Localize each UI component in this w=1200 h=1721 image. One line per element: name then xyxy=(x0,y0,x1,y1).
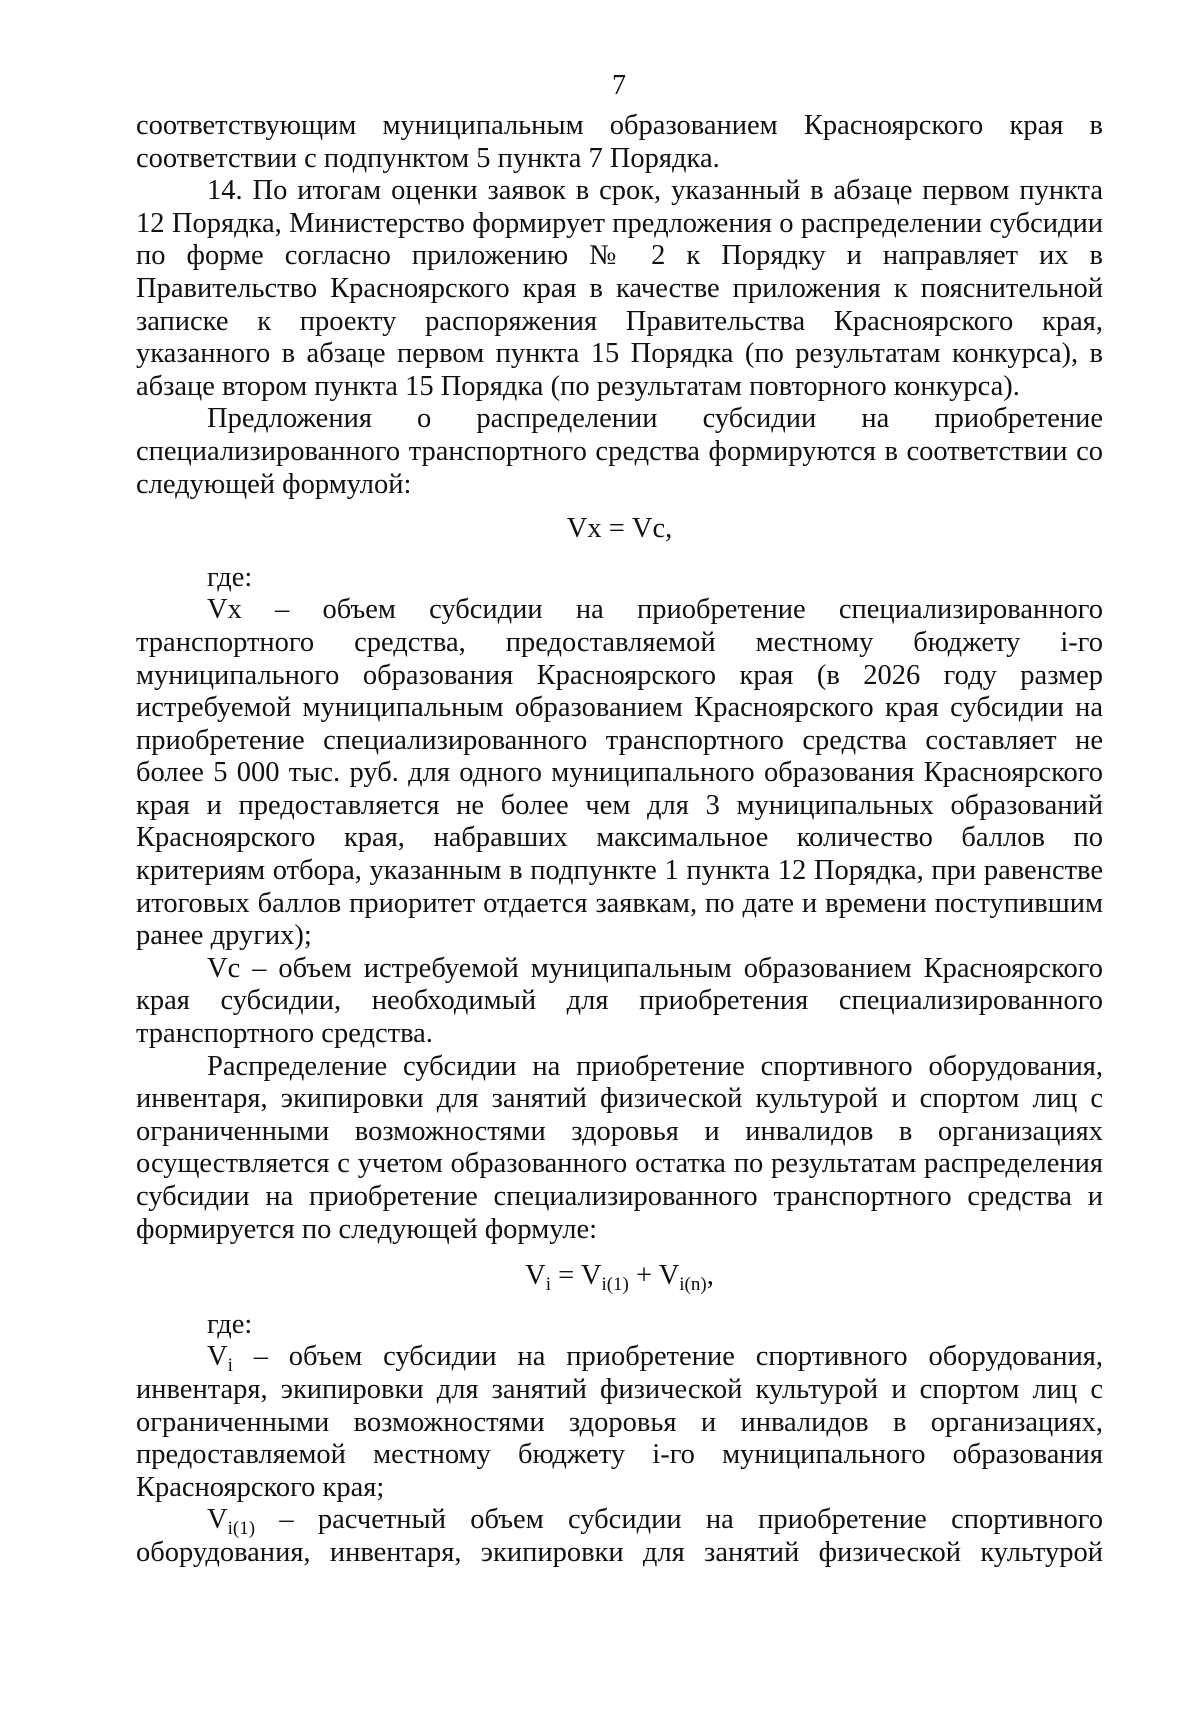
vc-definition: Vс – объем истребуемой муниципальным образованием Красноярского края субсидии, необходимый для приобретения специализированного транспортного средства. xyxy=(136,952,1103,1050)
proposals-paragraph: Предложения о распределении субсидии на приобретение специализированного транспортного средства формируются в соответствии со следующей формулой: xyxy=(136,403,1103,500)
formula-vi xyxy=(136,1260,1103,1296)
formula-vi-eq: = xyxy=(551,1260,581,1292)
continuation-paragraph: соответствующим муниципальным образованием Красноярского края в соответствии с подпунктом 5 пункта 7 Порядка. xyxy=(136,110,1103,174)
formula-vi1-sub: i(1) xyxy=(601,1274,629,1296)
formula-vin-symbol: V xyxy=(658,1260,680,1292)
vi-sub: i xyxy=(227,1355,233,1377)
vi1-symbol: V xyxy=(207,1504,228,1536)
formula-vx: Vх = Vс, xyxy=(566,513,673,545)
formula-vi-symbol: V xyxy=(525,1260,546,1292)
formula-vi-sub: i xyxy=(545,1274,552,1296)
vi1-sub: i(1) xyxy=(227,1518,256,1540)
distribution-paragraph: Распределение субсидии на приобретение спортивного оборудования, инвентаря, экипировки для занятий физической культурой и спортом лиц с ограниченными возможностями здоровья и инвалидов в организациях осуществляется с учетом образованного остатка по результатам распределения субсидии на приобретение специализированного транспортного средства и формируется по следующей формуле: xyxy=(136,1050,1103,1245)
vi-definition xyxy=(136,1341,1103,1504)
vi-text: – объем субсидии на приобретение спортивного оборудования, инвентаря, экипировки для занятий физической культурой и спортом лиц с ограниченными возможностями здоровья и инвалидов в организациях, предоставляемой местному бюджету i-го муниципального образования Красноярского края; xyxy=(136,1341,1103,1503)
where-label-1: где: xyxy=(207,561,253,593)
where-label-2: где: xyxy=(207,1308,253,1340)
formula-vin-sub: i(n) xyxy=(679,1274,707,1296)
formula-vi-end: , xyxy=(706,1260,714,1292)
vi-symbol: V xyxy=(207,1341,228,1373)
formula-vi-plus: + xyxy=(628,1260,659,1292)
page-number: 7 xyxy=(612,70,626,101)
body-text xyxy=(136,110,1103,1570)
vi1-text: – расчетный объем субсидии на приобретение спортивного оборудования, инвентаря, экипировки для занятий физической культурой xyxy=(136,1504,1103,1568)
vi1-definition xyxy=(136,1504,1103,1569)
item-14-paragraph: 14. По итогам оценки заявок в срок, указанный в абзаце первом пункта 12 Порядка, Министерство формирует предложения о распределении субсидии по форме согласно приложению № 2 к Порядку и направляет их в Правительство Красноярского края в качестве приложения к пояснительной записке к проекту распоряжения Правительства Красноярского края, указанного в абзаце первом пункта 15 Порядка (по результатам конкурса), в абзаце втором пункта 15 Порядка (по результатам повторного конкурса). xyxy=(136,175,1103,402)
formula-vi1-symbol: V xyxy=(580,1260,602,1292)
vx-definition: Vх – объем субсидии на приобретение специализированного транспортного средства, предоставляемой местному бюджету i-го муниципального образования Красноярского края (в 2026 году размер истребуемой муниципальным образованием Красноярского края субсидии на приобретение специализированного транспортного средства составляет не более 5 000 тыс. руб. для одного муниципального образования Красноярского края и предоставляется не более чем для 3 муниципальных образований Красноярского края, набравших максимальное количество баллов по критериям отбора, указанным в подпункте 1 пункта 12 Порядка, при равенстве итоговых баллов приоритет отдается заявкам, по дате и времени поступившим ранее других); xyxy=(136,594,1103,952)
